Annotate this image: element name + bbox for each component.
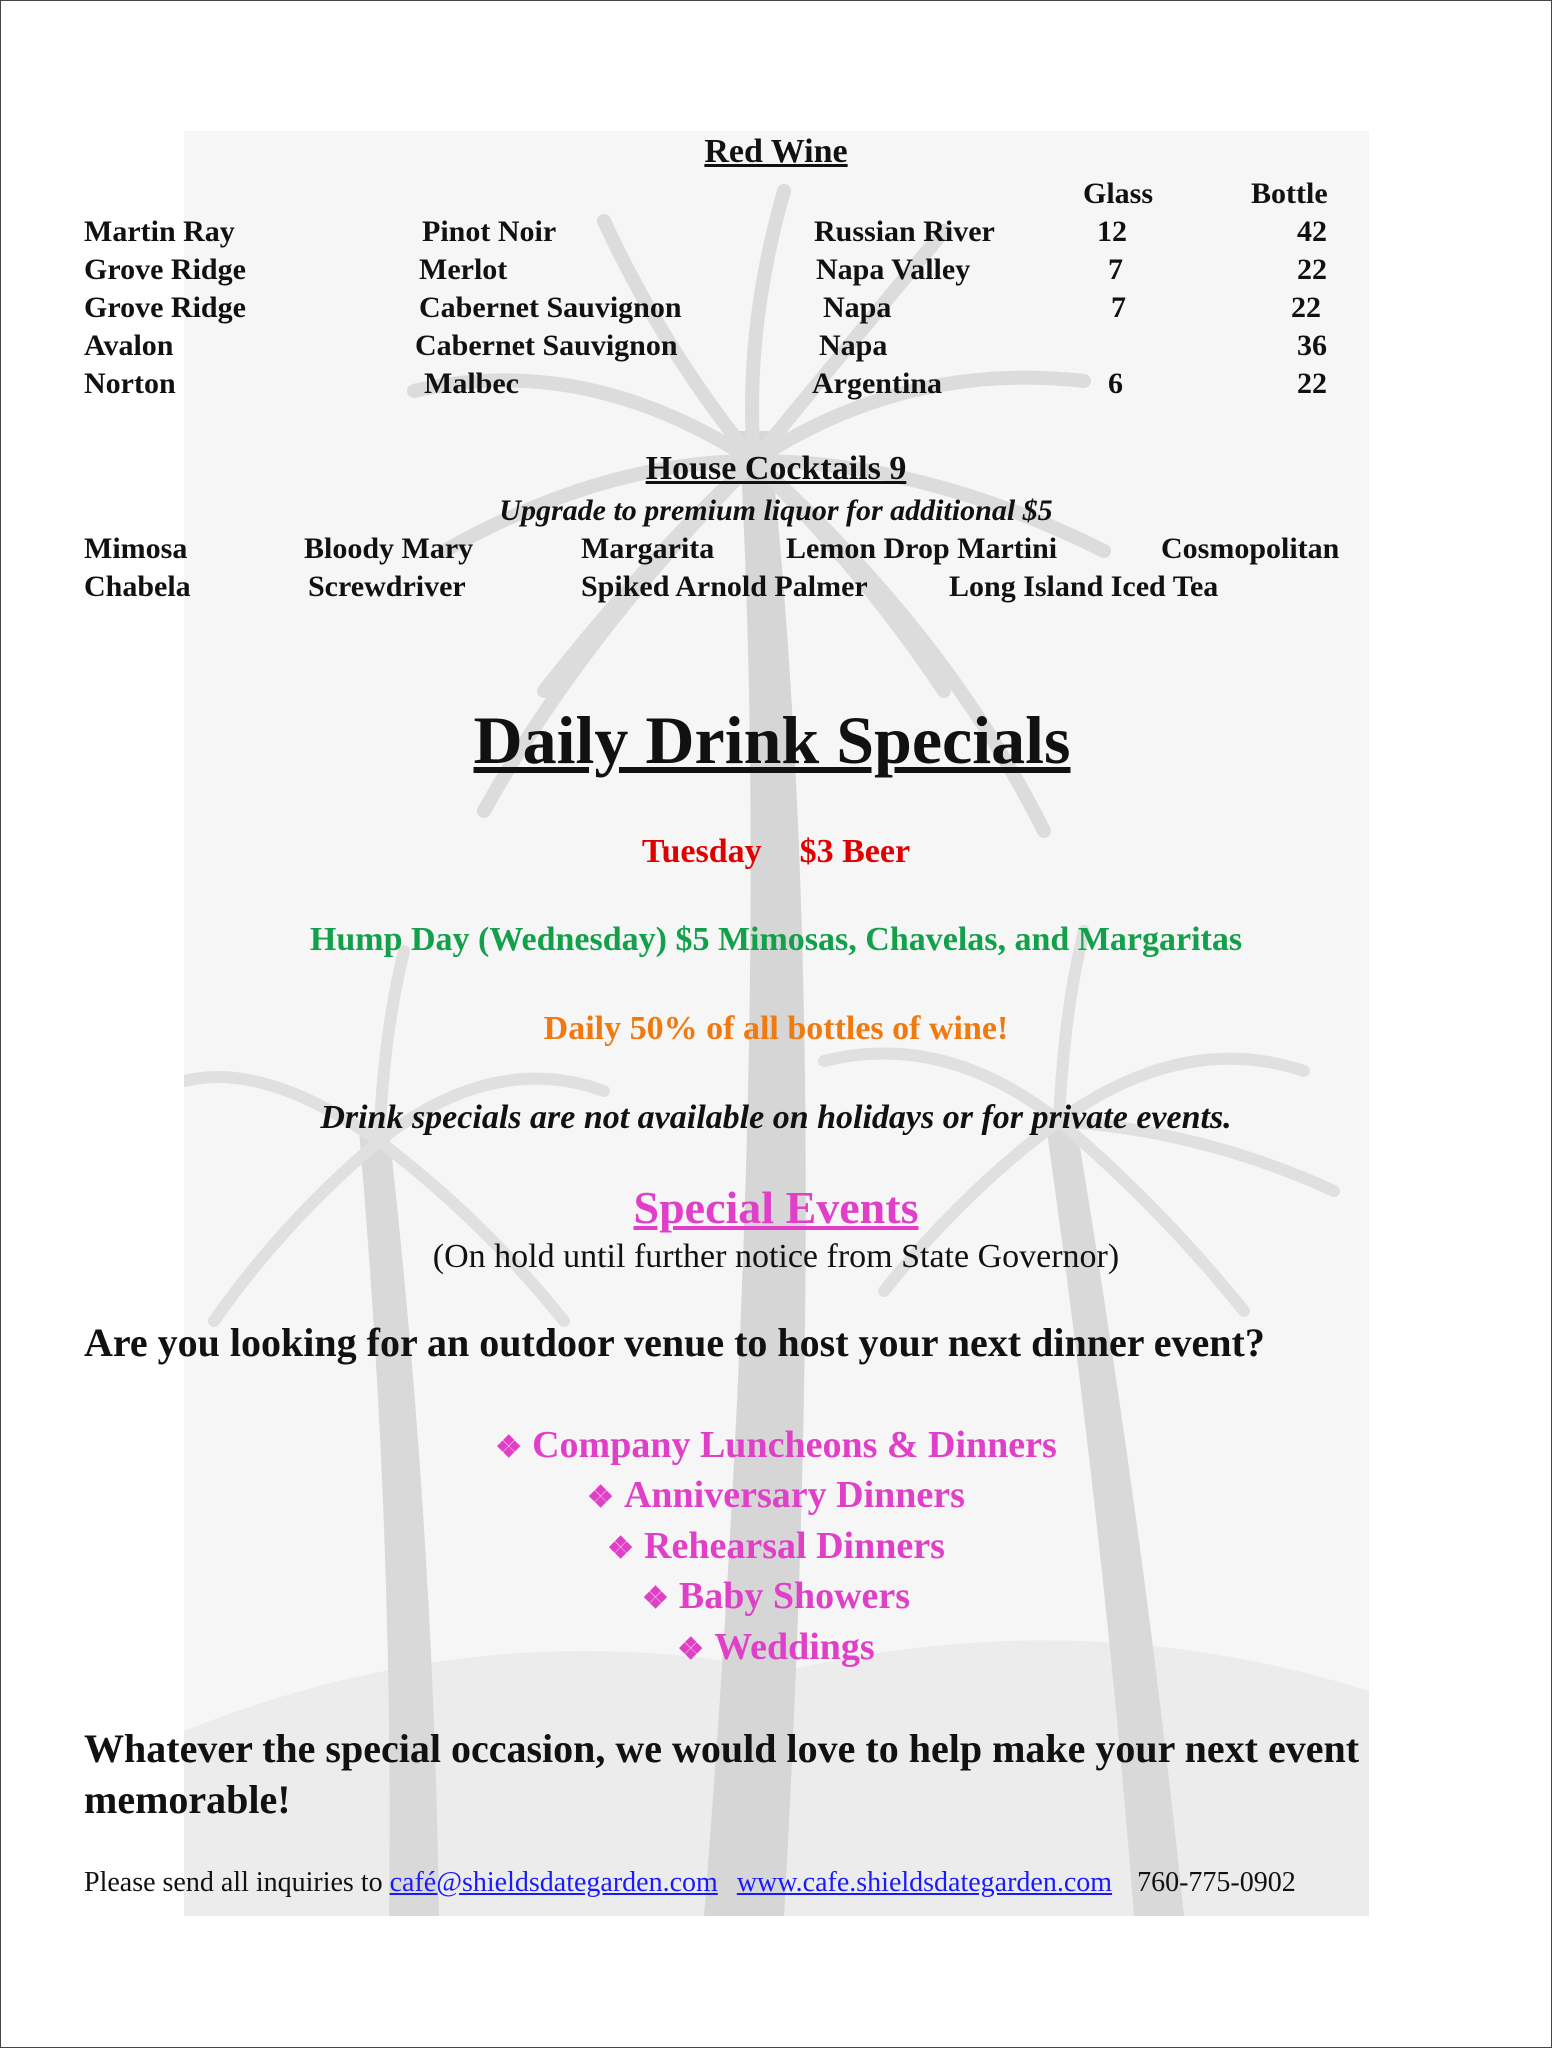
diamond-bullet-icon: ❖ xyxy=(677,1633,705,1666)
venue-question: Are you looking for an outdoor venue to host your next dinner event? xyxy=(84,1320,1265,1365)
website-link[interactable]: www.cafe.shieldsdategarden.com xyxy=(736,1867,1113,1898)
event-list-item: ❖ Anniversary Dinners xyxy=(587,1474,965,1516)
wine-varietal: Cabernet Sauvignon xyxy=(415,329,678,362)
event-list-item: ❖ Company Luncheons & Dinners xyxy=(495,1424,1057,1466)
cocktail-item: Margarita xyxy=(581,532,715,565)
tuesday-deal: $3 Beer xyxy=(799,833,911,870)
footer-contact xyxy=(84,1867,1296,1899)
wine-winery: Grove Ridge xyxy=(84,253,246,286)
wednesday-special: Hump Day (Wednesday) $5 Mimosas, Chavelas, and Margaritas xyxy=(309,921,1243,958)
cocktail-item: Cosmopolitan xyxy=(1161,532,1340,565)
daily-specials-title: Daily Drink Specials xyxy=(473,702,1071,778)
cocktails-title: House Cocktails 9 xyxy=(645,450,907,487)
wine-region: Napa xyxy=(823,291,892,324)
wine-region: Argentina xyxy=(812,367,942,400)
wine-region: Napa Valley xyxy=(816,253,971,286)
wine-region: Russian River xyxy=(814,215,995,248)
wine-glass-price: 7 xyxy=(1108,253,1123,286)
cocktail-item: Spiked Arnold Palmer xyxy=(581,570,868,603)
bottle-column-header: Bottle xyxy=(1251,177,1328,210)
wine-bottle-price: 22 xyxy=(1297,367,1327,400)
diamond-bullet-icon: ❖ xyxy=(607,1532,635,1565)
email-link[interactable]: café@shieldsdategarden.com xyxy=(389,1867,718,1898)
diamond-bullet-icon: ❖ xyxy=(587,1481,614,1514)
event-list-item: ❖ Baby Showers xyxy=(641,1575,911,1617)
wine-glass-price: 12 xyxy=(1097,215,1127,248)
wine-glass-price: 7 xyxy=(1111,291,1126,324)
daily-wine-special: Daily 50% of all bottles of wine! xyxy=(543,1010,1009,1047)
closing-message: Whatever the special occasion, we would love to help make your next event memorable! xyxy=(84,1726,1360,1822)
wine-bottle-price: 36 xyxy=(1297,329,1327,362)
wine-bottle-price: 42 xyxy=(1297,215,1327,248)
cocktail-item: Long Island Iced Tea xyxy=(949,570,1219,603)
wine-varietal: Malbec xyxy=(424,367,519,400)
wine-winery: Martin Ray xyxy=(84,215,235,248)
wine-winery: Avalon xyxy=(84,329,174,362)
wine-varietal: Cabernet Sauvignon xyxy=(419,291,682,324)
footer-prefix: Please send all inquiries to xyxy=(84,1867,383,1898)
wine-region: Napa xyxy=(819,329,888,362)
phone-number: 760-775-0902 xyxy=(1137,1867,1296,1898)
wine-varietal: Pinot Noir xyxy=(422,215,557,248)
wine-glass-price: 6 xyxy=(1108,367,1123,400)
cocktail-item: Lemon Drop Martini xyxy=(786,532,1058,565)
cocktail-item: Mimosa xyxy=(84,532,188,565)
event-list-item: ❖ Rehearsal Dinners xyxy=(607,1525,945,1567)
specials-disclaimer: Drink specials are not available on holidays or for private events. xyxy=(320,1099,1232,1136)
wine-winery: Grove Ridge xyxy=(84,291,246,324)
cocktails-upgrade-note: Upgrade to premium liquor for additional $5 xyxy=(499,494,1053,527)
tuesday-special xyxy=(1,833,1551,871)
special-events-title: Special Events xyxy=(633,1182,919,1233)
event-list-item: ❖ Weddings xyxy=(677,1626,875,1668)
wine-bottle-price: 22 xyxy=(1297,253,1327,286)
tuesday-day: Tuesday xyxy=(641,833,762,870)
special-events-subtitle: (On hold until further notice from State Governor) xyxy=(432,1238,1120,1275)
diamond-bullet-icon: ❖ xyxy=(495,1431,523,1464)
wine-winery: Norton xyxy=(84,367,176,400)
cocktail-item: Screwdriver xyxy=(308,570,466,603)
cocktail-item: Chabela xyxy=(84,570,191,603)
cocktail-item: Bloody Mary xyxy=(304,532,474,565)
diamond-bullet-icon: ❖ xyxy=(641,1582,669,1615)
wine-bottle-price: 22 xyxy=(1291,291,1321,324)
glass-column-header: Glass xyxy=(1083,177,1154,210)
wine-varietal: Merlot xyxy=(419,253,508,286)
red-wine-title: Red Wine xyxy=(704,133,848,170)
